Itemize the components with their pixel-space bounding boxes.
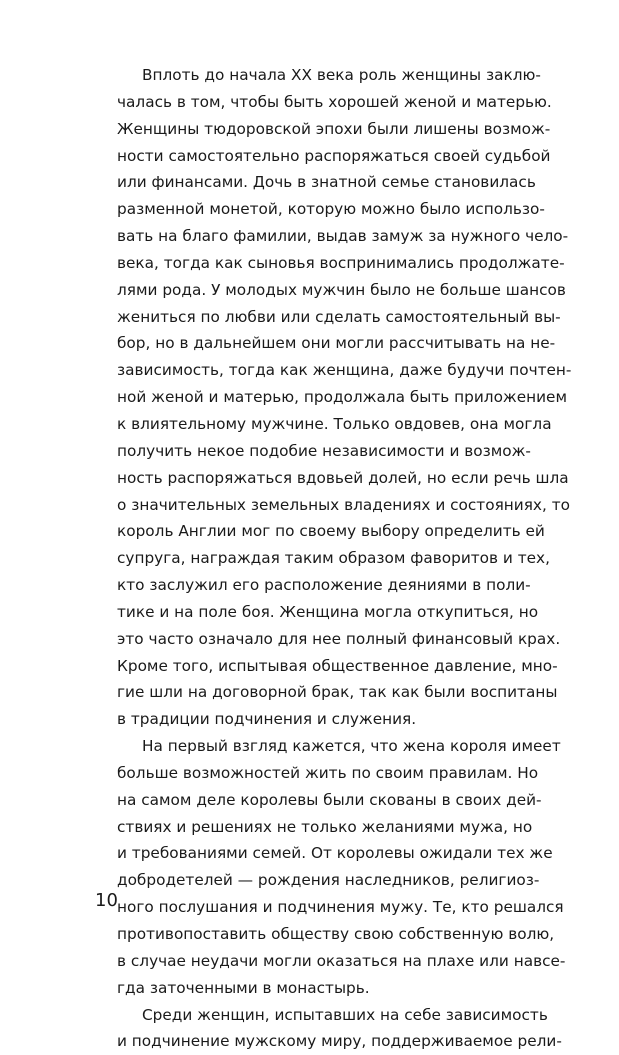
text-line: супруга, награждая таким образом фаворитов и тех,: [117, 549, 550, 568]
text-line: бор, но в дальнейшем они могли рассчитывать на не-: [117, 334, 556, 353]
text-line: противопоставить обществу свою собственную волю,: [117, 925, 555, 943]
text-line: и требованиями семей. От королевы ожидали тех же: [117, 844, 553, 863]
text-line: больше возможностей жить по своим правилам. Но: [117, 763, 539, 782]
text-line: разменной монетой, которую можно было использо-: [117, 200, 545, 219]
text-line: это часто означало для нее полный финансовый крах.: [117, 629, 561, 648]
text-line: жениться по любви или сделать самостоятельный вы-: [117, 307, 561, 326]
text-line: ной женой и матерью, продолжала быть приложением: [117, 388, 568, 407]
body-text: [117, 62, 572, 1055]
text-line: о значительных земельных владениях и состояниях, то: [117, 495, 570, 514]
text-line: века, тогда как сыновья воспринимались продолжате-: [117, 253, 565, 272]
text-line: ствиях и решениях не только желаниями мужа, но: [117, 817, 533, 836]
text-line: или финансами. Дочь в знатной семье становилась: [117, 173, 536, 192]
text-line: в традиции подчинения и служения.: [117, 710, 417, 729]
text-line: в случае неудачи могли оказаться на плахе или навсе-: [117, 951, 566, 970]
text-line: гда заточенными в монастырь.: [117, 978, 370, 997]
text-line: тике и на поле боя. Женщина могла откупиться, но: [117, 602, 539, 621]
text-line: лями рода. У молодых мужчин было не больше шансов: [117, 280, 566, 299]
text-line: на самом деле королевы были скованы в своих дей-: [117, 790, 542, 809]
text-line: Кроме того, испытывая общественное давление, мно-: [117, 656, 558, 675]
text-line: к влиятельному мужчине. Только овдовев, она могла: [117, 414, 552, 433]
paragraph-first-line: Среди женщин, испытавших на себе зависимость: [142, 1005, 548, 1024]
text-line: чалась в том, чтобы быть хорошей женой и матерью.: [117, 92, 552, 111]
text-line: король Англии мог по своему выбору определить ей: [117, 522, 545, 541]
text-line: получить некое подобие независимости и возмож-: [117, 441, 531, 460]
text-line: ности самостоятельно распоряжаться своей судьбой: [117, 146, 551, 165]
text-line: добродетелей — рождения наследников, религиоз-: [117, 871, 540, 890]
text-line: и подчинение мужскому миру, поддерживаемое рели-: [117, 1032, 562, 1051]
page-number: 10: [95, 890, 118, 911]
text-line: вать на благо фамилии, выдав замуж за нужного чело-: [117, 227, 569, 246]
text-line: ность распоряжаться вдовьей долей, но если речь шла: [117, 468, 569, 487]
text-line: гие шли на договорной брак, так как были воспитаны: [117, 683, 558, 702]
text-line: ного послушания и подчинения мужу. Те, кто решался: [117, 898, 564, 917]
paragraph-first-line: Вплоть до начала XX века роль женщины заклю-: [142, 66, 541, 84]
paragraph-first-line: На первый взгляд кажется, что жена короля имеет: [142, 737, 561, 756]
text-line: зависимость, тогда как женщина, даже будучи почтен-: [117, 361, 572, 380]
text-line: Женщины тюдоровской эпохи были лишены возмож-: [117, 119, 551, 138]
text-line: кто заслужил его расположение деяниями в поли-: [117, 576, 531, 595]
